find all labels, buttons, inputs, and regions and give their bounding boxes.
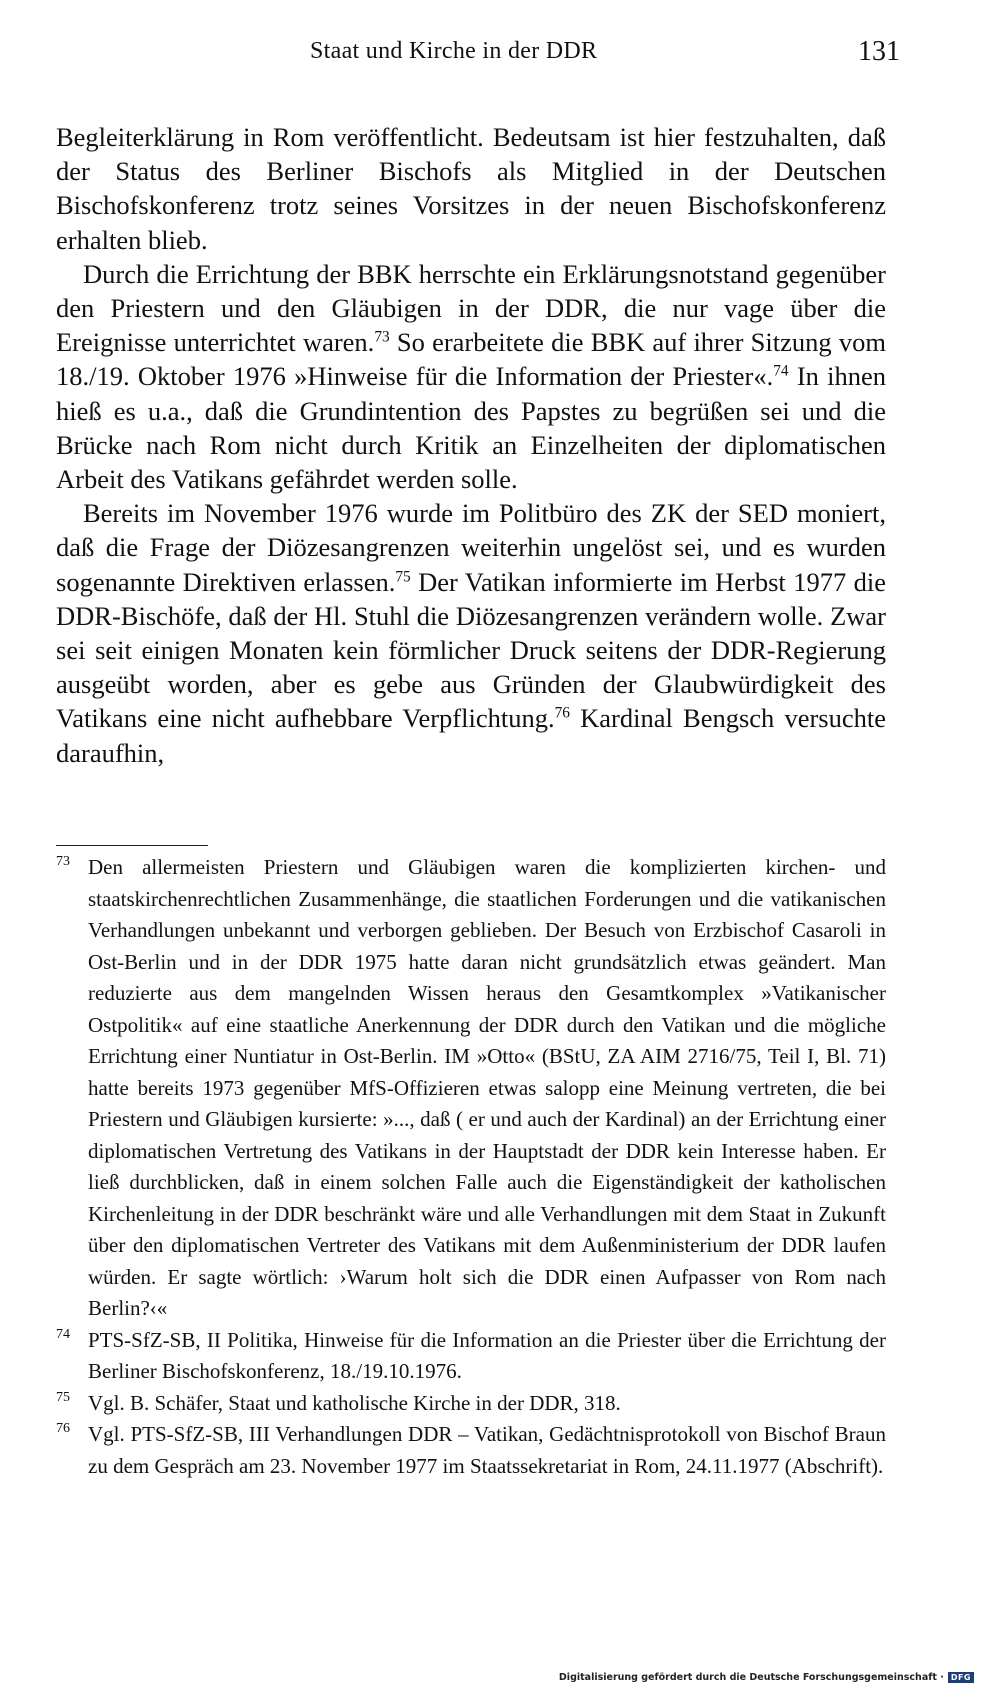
footnote-reference[interactable]: 75 bbox=[395, 568, 411, 586]
running-title: Staat und Kirche in der DDR bbox=[310, 38, 598, 64]
page-number: 131 bbox=[858, 36, 900, 67]
footnote-number: 74 bbox=[56, 1326, 70, 1342]
footnote-text: Vgl. PTS-SfZ-SB, III Verhandlungen DDR – Vatikan, Gedächtnisprotokoll von Bischof Braun zu dem Gespräch am 23. November 1977 im Staatssekretariat in Rom, 24.11.1977 (Abschrift). bbox=[88, 1422, 886, 1478]
digitization-credit bbox=[559, 1672, 974, 1683]
credit-text: Digitalisierung gefördert durch die Deutsche Forschungsgemeinschaft · bbox=[558, 1672, 944, 1683]
footnote-number: 76 bbox=[56, 1421, 70, 1436]
footnote-text: Vgl. B. Schäfer, Staat und katholische Kirche in der DDR, 318. bbox=[88, 1390, 621, 1415]
footnote-reference[interactable]: 73 bbox=[374, 328, 390, 346]
main-text bbox=[56, 120, 886, 770]
text-run: In ihnen hieß es u.a., daß die Grundintention des Papstes zu begrüßen sei und die Brücke nach Rom nicht durch Kritik an Einzelheiten der diplomatischen Arbeit des Vatikans gefährdet werden solle. bbox=[56, 361, 887, 495]
text-run: Der Vatikan informierte im Herbst 1977 die DDR-Bischöfe, daß der Hl. Stuhl die Diözesangrenzen verändern wolle. Zwar sei seit einigen Monaten kein förmlicher Druck seitens der DDR-Regierung ausgeübt worden, aber es gebe aus Gründen der Glaubwürdigkeit des Vatikans eine nicht aufhebbare Verpflichtung. bbox=[56, 566, 886, 734]
text-run: Durch die Errichtung der BBK herrschte ein Erklärungsnotstand gegenüber den Priestern und den Gläubigen in der DDR, die nur vage über die Ereignisse unterrichtet waren. bbox=[56, 258, 886, 358]
paragraph bbox=[56, 257, 886, 496]
footnote-reference[interactable]: 76 bbox=[554, 704, 570, 722]
text-run: Begleiterklärung in Rom veröffentlicht. Bedeutsam ist hier festzuhalten, daß der Status des Berliner Bischofs als Mitglied in der Deutschen Bischofskonferenz trotz seines Vorsitzes in der neuen Bischofskonferenz erhalten blieb. bbox=[56, 122, 886, 255]
footnote-text: PTS-SfZ-SB, II Politika, Hinweise für die Information an die Priester über die Errichtung der Berliner Bischofskonferenz, 18./19.10.1976. bbox=[88, 1327, 886, 1383]
footnotes bbox=[56, 852, 886, 1482]
footnote-text: Den allermeisten Priestern und Gläubigen waren die komplizierten kirchen- und staatskirchenrechtlichen Zusammenhänge, die staatlichen Forderungen und die vatikanischen Verhandlungen unbekannt und verborgen geblieben. Der Besuch von Erzbischof Casaroli in Ost-Berlin und in der DDR 1975 hatte daran nicht grundsätzlich etwas geändert. Man reduzierte aus dem mangelnden Wissen heraus den Gesamtkomplex »Vatikanischer Ostpolitik« auf eine staatliche Anerkennung der DDR durch den Vatikan und die mögliche Errichtung einer Nuntiatur in Ost-Berlin. IM »Otto« (BStU, ZA AIM 2716/75, Teil I, Bl. 71) hatte bereits 1973 gegenüber MfS-Offizieren etwas salopp eine Meinung vertreten, die bei Priestern und Gläubigen kursierte: »..., daß ( er und auch der Kardinal) an der Errichtung einer diplomatischen Vertretung des Vatikans in der Hauptstadt der DDR kein Interesse haben. Er ließ durchblicken, daß in einem solchen Falle auch die Eigenständigkeit der katholischen Kirchenleitung in der DDR beschränkt wäre und alle Verhandlungen mit dem Staat in Zukunft über den diplomatischen Vertreter des Vatikans mit dem Außenministerium der DDR laufen würden. Er sagte wörtlich: ›Warum holt sich die DDR einen Aufpasser von Rom nach Berlin?‹« bbox=[88, 855, 886, 1320]
footnote bbox=[56, 852, 886, 1325]
footnote-number: 75 bbox=[56, 1389, 70, 1405]
footnote-number: 73 bbox=[56, 854, 70, 869]
footnote bbox=[56, 1419, 886, 1482]
text-run: Bereits im November 1976 wurde im Politbüro des ZK der SED moniert, daß die Frage der Diözesangrenzen weiterhin ungelöst sei, und es wurden sogenannte Direktiven erlassen. bbox=[56, 498, 886, 597]
footnote bbox=[56, 1388, 886, 1420]
footnote-reference[interactable]: 74 bbox=[773, 362, 789, 380]
paragraph bbox=[56, 496, 886, 770]
text-run: Kardinal Bengsch versuchte daraufhin, bbox=[56, 703, 886, 768]
dfg-logo: DFG bbox=[948, 1672, 974, 1683]
footnote bbox=[56, 1325, 886, 1388]
paragraph bbox=[56, 120, 886, 257]
text-run: So erarbeitete die BBK auf ihrer Sitzung vom 18./19. Oktober 1976 »Hinweise für die Information der Priester«. bbox=[56, 327, 886, 392]
footnote-separator bbox=[56, 845, 208, 846]
